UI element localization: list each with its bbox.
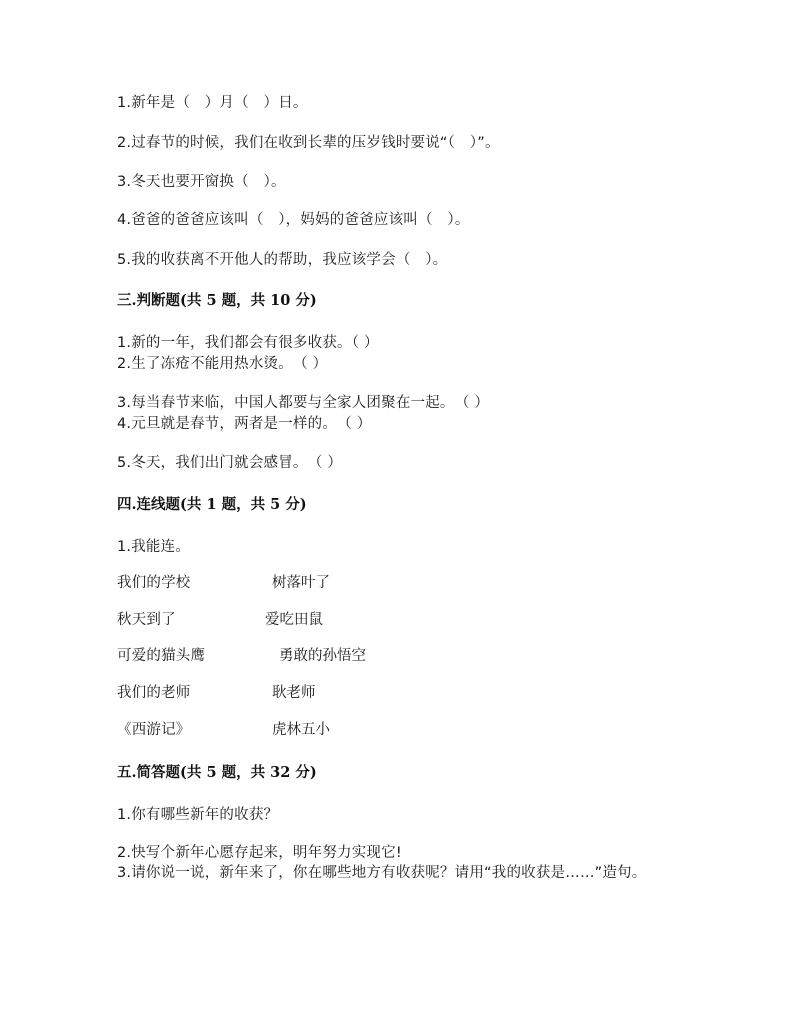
judge-item-3: 3.每当春节来临，中国人都要与全家人团聚在一起。 （ ）	[117, 395, 490, 411]
judge-item-5: 5.冬天，我们出门就会感冒。 （ ）	[117, 455, 343, 471]
fill-blank-item-5: 5.我的收获离不开他人的帮助，我应该学会（ ）。	[117, 252, 448, 268]
short-answer-item-3: 3.请你说一说，新年来了，你在哪些地方有收获呢？请用“我的收获是……”造句。	[117, 865, 647, 881]
match-left-item-5: 《西游记》	[117, 722, 191, 738]
fill-blank-item-1: 1.新年是（ ）月（ ）日。	[117, 95, 308, 111]
fill-blank-item-2: 2.过春节的时候，我们在收到长辈的压岁钱时要说“（ ）”。	[117, 135, 500, 151]
match-right-item-4: 耿老师	[272, 685, 316, 701]
match-section-heading: 四.连线题(共 1 题，共 5 分)	[117, 496, 307, 513]
judge-section-heading: 三.判断题(共 5 题，共 10 分)	[117, 292, 317, 309]
match-intro: 1.我能连。	[117, 539, 191, 555]
short-answer-section-heading: 五.简答题(共 5 题，共 32 分)	[117, 764, 317, 781]
match-left-item-4: 我们的老师	[117, 685, 191, 701]
short-answer-item-1: 1.你有哪些新年的收获？	[117, 807, 279, 823]
judge-item-2: 2.生了冻疮不能用热水烫。 （ ）	[117, 356, 328, 372]
judge-item-4: 4.元旦就是春节，两者是一样的。 （ ）	[117, 416, 372, 432]
judge-item-1: 1.新的一年，我们都会有很多收获。（ ）	[117, 335, 379, 351]
match-right-item-2: 爱吃田鼠	[265, 612, 323, 628]
fill-blank-item-4: 4.爸爸的爸爸应该叫（ ），妈妈的爸爸应该叫（ ）。	[117, 212, 470, 228]
match-right-item-5: 虎林五小	[272, 722, 330, 738]
match-left-item-3: 可爱的猫头鹰	[117, 648, 206, 664]
match-right-item-1: 树落叶了	[272, 575, 330, 591]
match-right-item-3: 勇敢的孙悟空	[279, 648, 366, 664]
fill-blank-item-3: 3.冬天也要开窗换（ ）。	[117, 174, 286, 190]
match-left-item-2: 秋天到了	[117, 612, 176, 628]
match-left-item-1: 我们的学校	[117, 575, 191, 591]
short-answer-item-2: 2.快写个新年心愿存起来，明年努力实现它!	[117, 845, 402, 861]
